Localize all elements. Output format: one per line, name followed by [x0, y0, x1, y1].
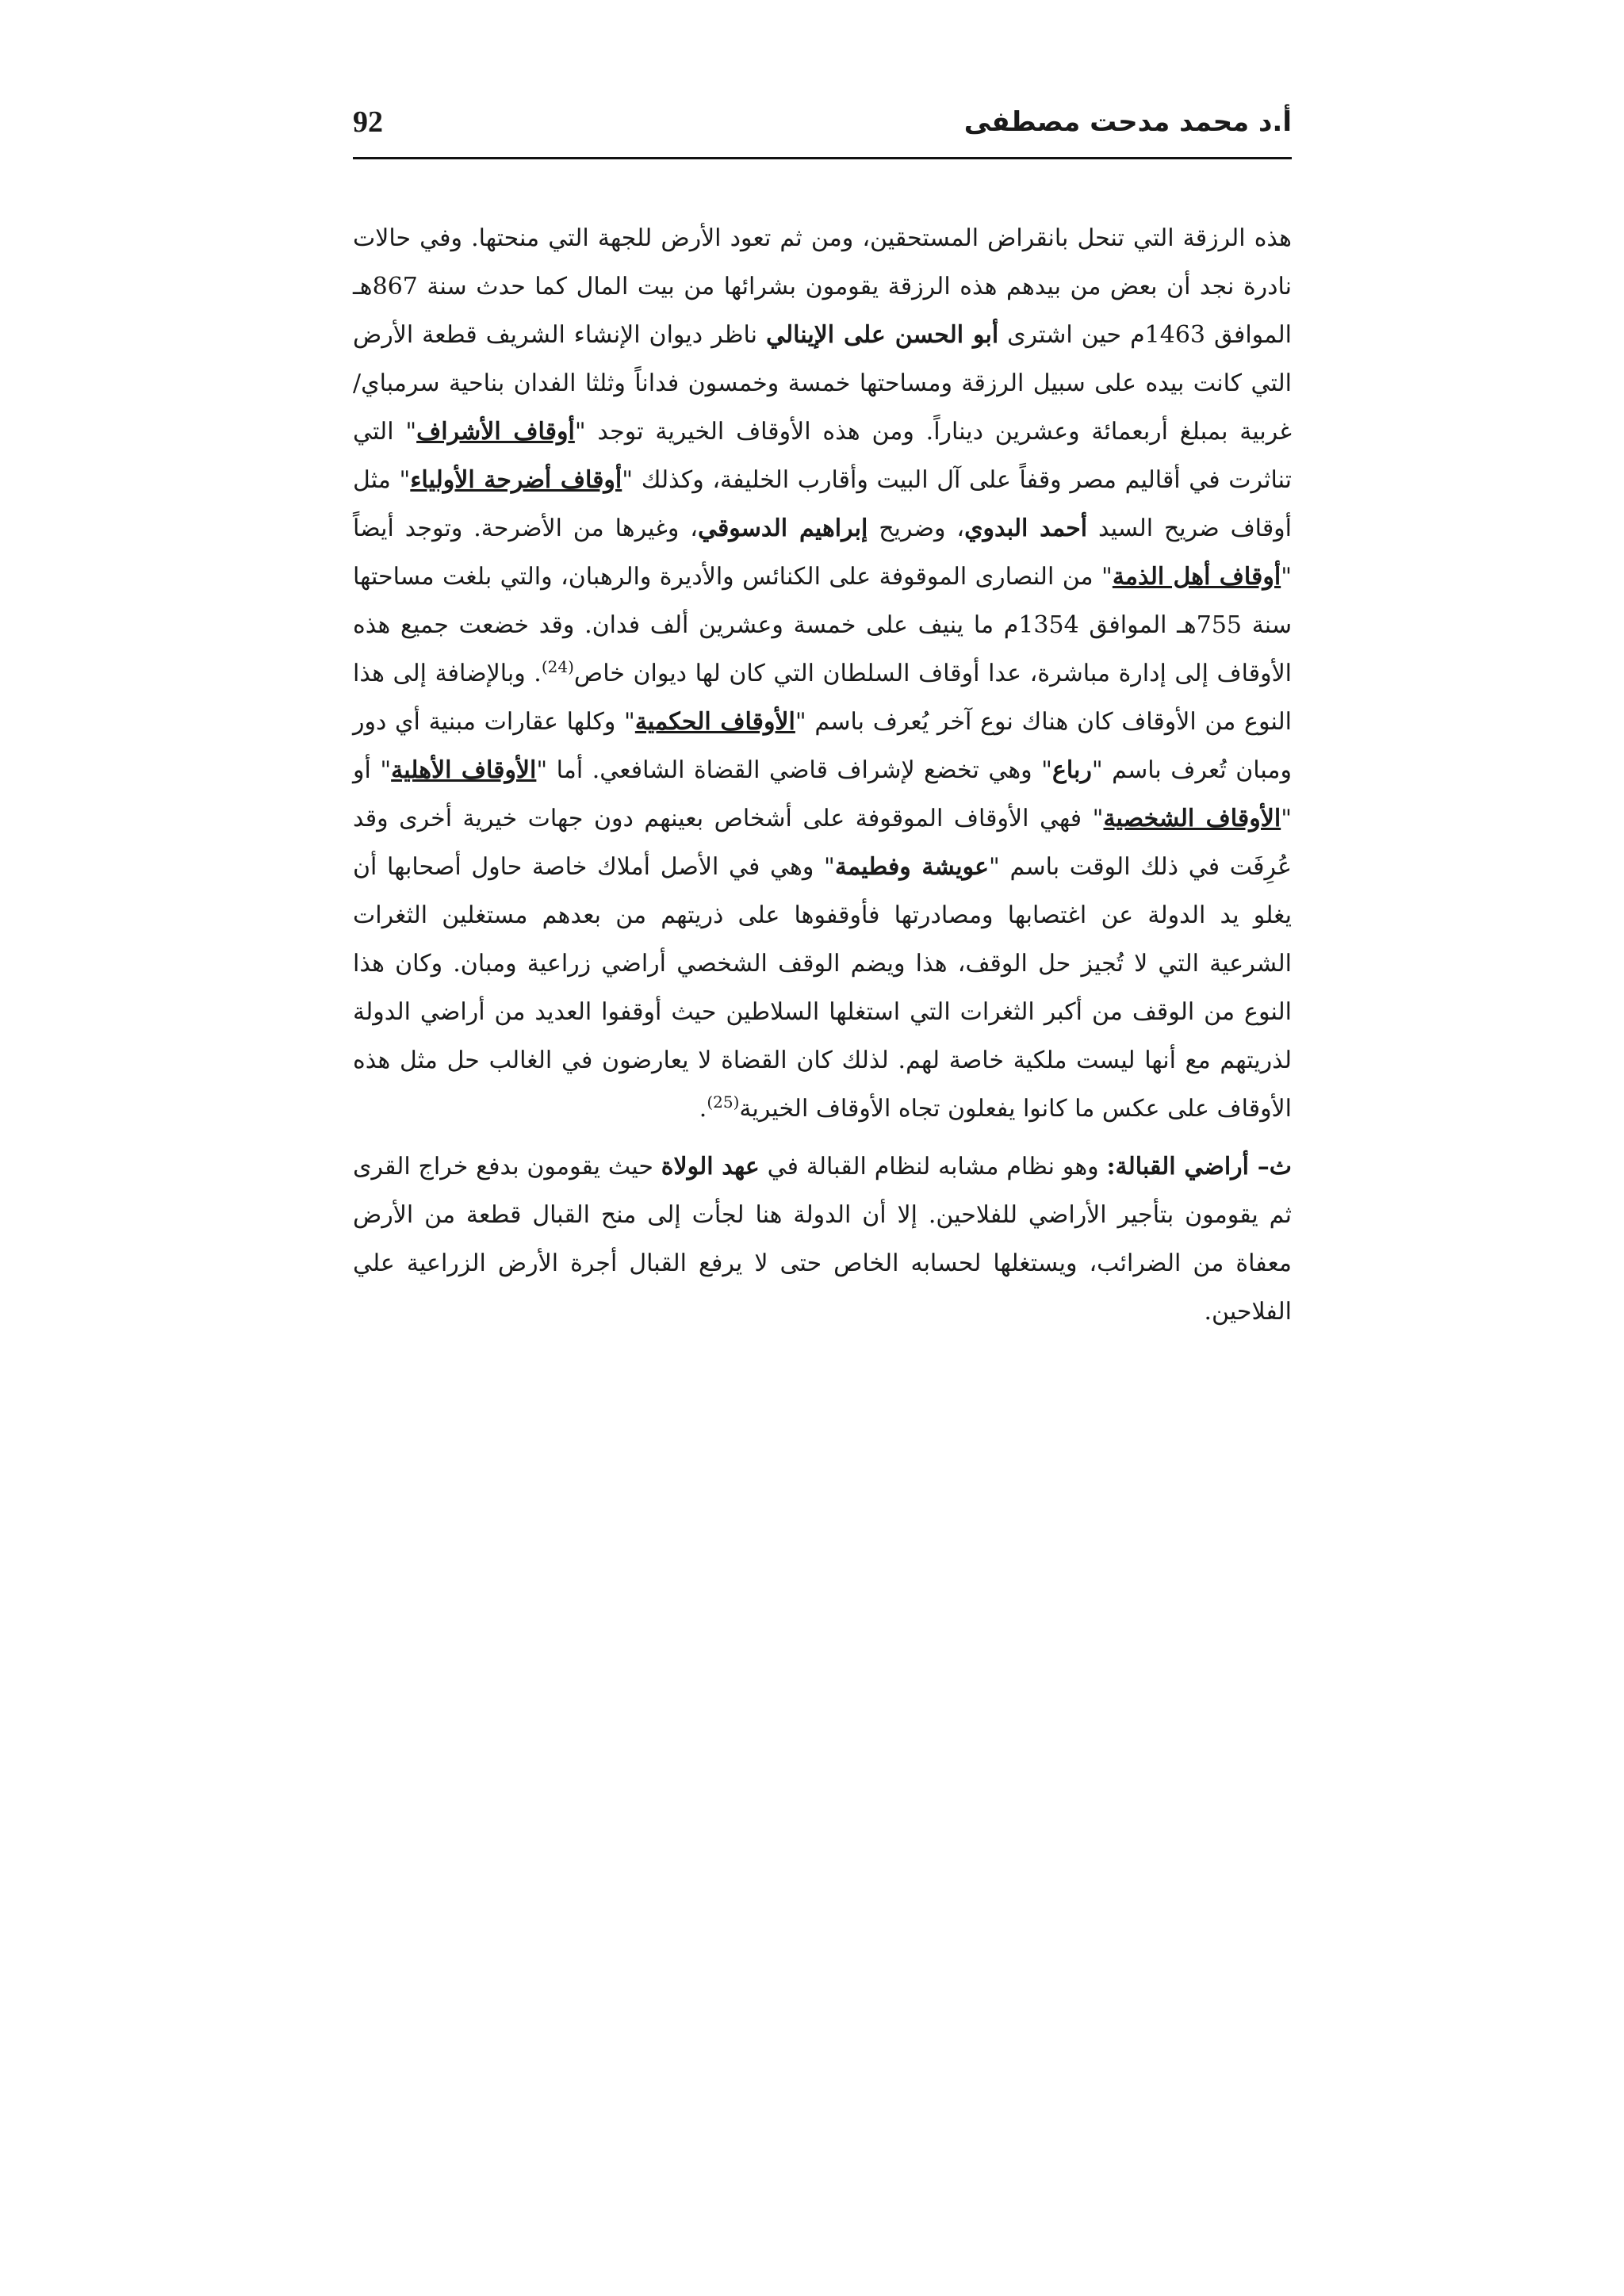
term-ahd-al-wulat: عهد الولاة: [661, 1153, 760, 1181]
term-awqaf-ahl-al-dhimma: أوقاف أهل الذمة: [1112, 563, 1281, 591]
term-awqaf-ahliya: الأوقاف الأهلية: [391, 756, 537, 784]
page-number: 92: [353, 105, 383, 139]
running-head-author: أ.د محمد مدحت مصطفى: [963, 106, 1292, 138]
text-run: " فهي الأوقاف الموقوفة على أشخاص بعينهم دون جهات خيرية أخرى وقد عُرِفَت في ذلك الوقت باسم ": [353, 805, 1292, 881]
footnote-ref-25: (25): [707, 1093, 740, 1112]
body-text: [353, 214, 1292, 1336]
name-ahmad-al-badawi: أحمد البدوي: [964, 515, 1088, 542]
text-run: " أو ": [353, 756, 1292, 832]
name-abu-al-hasan: أبو الحسن على الإينالي: [765, 321, 999, 349]
text-run: وهو نظام مشابه لنظام القبالة في: [759, 1153, 1107, 1181]
name-ibrahim-al-dasuqi: إبراهيم الدسوقي: [697, 515, 868, 542]
paragraph-awqaf: [353, 214, 1292, 1133]
page-header: [353, 101, 1292, 159]
text-run: ناظر ديوان الإنشاء الشريف قطعة الأرض التي كانت بيده على سبيل الرزقة ومساحتها خمسة وخمسون فداناً وثلثا الفدان بناحية سرمباي/ غربية بمبلغ أربعمائة وعشرين ديناراً. ومن هذه الأوقاف الخيرية توجد ": [353, 321, 1292, 446]
text-run: . وبالإضافة إلى هذا النوع من الأوقاف كان هناك نوع آخر يُعرف باسم ": [353, 660, 1292, 736]
section-heading-qabala: ث– أراضي القبالة:: [1106, 1153, 1292, 1181]
text-run: " من النصارى الموقوفة على الكنائس والأديرة والرهبان، والتي بلغت مساحتها سنة 755هـ الموافق 1354م ما ينيف على خمسة وعشرين ألف فدان. وقد خضعت جميع هذه الأوقاف إلى إدارة مباشرة، عدا أوقاف السلطان التي كان لها ديوان خاص: [353, 563, 1293, 687]
term-awqaf-adriha: أوقاف أضرحة الأولياء: [410, 466, 622, 494]
term-uwaysha-wa-futayma: عويشة وفطيمة: [834, 853, 989, 881]
text-run: ، وضريح: [868, 515, 965, 542]
term-ribaa: رباع: [1051, 756, 1092, 784]
text-run: " وهي تخضع لإشراف قاضي القضاة الشافعي. أما ": [536, 756, 1052, 784]
text-run: " مثل أوقاف ضريح السيد: [353, 466, 1292, 542]
text-run: ، وغيرها من الأضرحة. وتوجد أيضاً ": [353, 515, 1292, 591]
text-run: هذه الرزقة التي تنحل بانقراض المستحقين، ومن ثم تعود الأرض للجهة التي منحتها. وفي حالات نادرة نجد أن بعض من بيدهم هذه الرزقة يقومون بشرائها من بيت المال كما حدث سنة 867هـ الموافق 1463م حين اشترى: [353, 224, 1292, 349]
text-run: .: [699, 1095, 707, 1123]
text-run: " التي تناثرت في أقاليم مصر وقفاً على آل البيت وأقارب الخليفة، وكذلك ": [353, 418, 1292, 494]
term-awqaf-hukmiya: الأوقاف الحكمية: [634, 708, 795, 736]
term-awqaf-shakhsiya: الأوقاف الشخصية: [1103, 805, 1281, 832]
text-run: " وكلها عقارات مبنية أي دور ومبان تُعرف باسم ": [353, 708, 1292, 784]
term-awqaf-al-ashraf: أوقاف الأشراف: [416, 418, 575, 446]
text-run: " وهي في الأصل أملاك خاصة حاول أصحابها أن يغلو يد الدولة عن اغتصابها ومصادرتها فأوقفوها على ذريتهم من بعدهم مستغلين الثغرات الشرعية التي لا تُجيز حل الوقف، هذا ويضم الوقف الشخصي أراضي زراعية ومبان. وكان هذا النوع من الوقف من أكبر الثغرات التي استغلها السلاطين حيث أوقفوا العديد من أراضي الدولة لذريتهم مع أنها ليست ملكية خاصة لهم. لذلك كان القضاة لا يعارضون في الغالب حل مثل هذه الأوقاف على عكس ما كانوا يفعلون تجاه الأوقاف الخيرية: [353, 853, 1292, 1123]
text-run: حيث يقومون بدفع خراج القرى ثم يقومون بتأجير الأراضي للفلاحين. إلا أن الدولة هنا لجأت إلى منح القبال قطعة من الأرض معفاة من الضرائب، ويستغلها لحسابه الخاص حتى لا يرفع القبال أجرة الأرض الزراعية علي الفلاحين.: [353, 1153, 1292, 1326]
paragraph-qabala: [353, 1142, 1292, 1336]
footnote-ref-24: (24): [541, 657, 574, 676]
